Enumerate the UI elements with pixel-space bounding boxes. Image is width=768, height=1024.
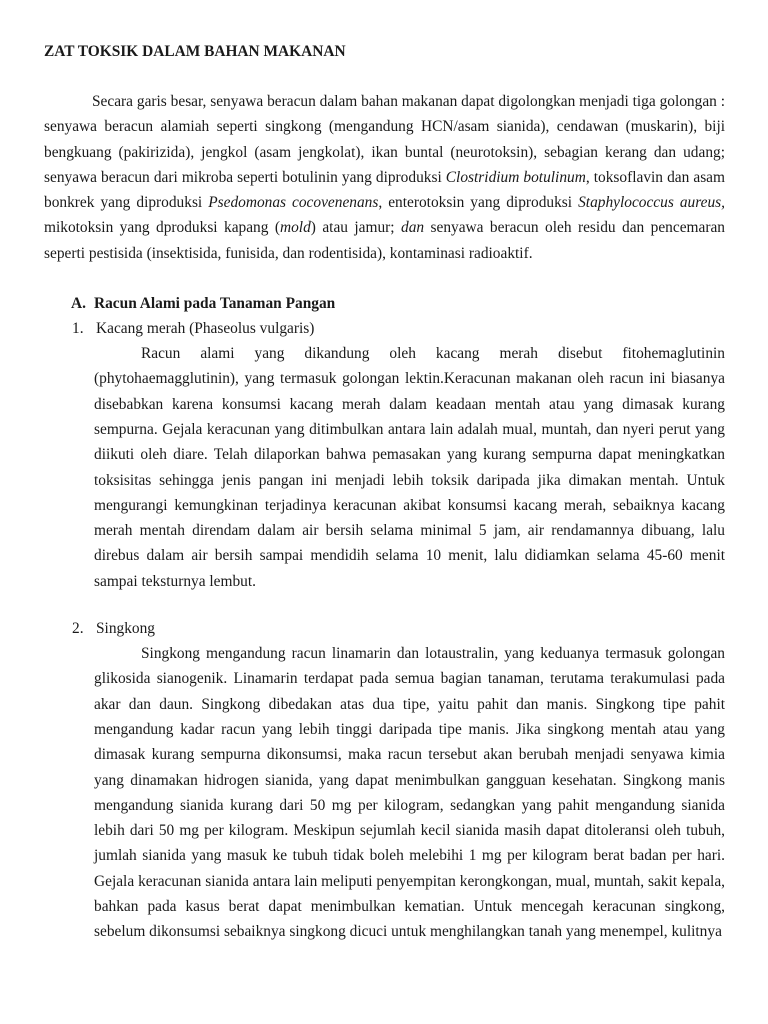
item-title: Singkong	[96, 620, 156, 638]
intro-text: ) atau jamur;	[310, 219, 401, 237]
item-number: 2.	[72, 620, 84, 638]
intro-text: , enterotoksin yang diproduksi	[378, 194, 579, 212]
item-number: 1.	[72, 320, 84, 338]
item-heading	[44, 316, 725, 341]
intro-text: , toksoflavin dan asam bonkrek yang diproduksi	[44, 168, 725, 212]
section-marker: A.	[71, 295, 86, 313]
intro-text: senyawa beracun oleh residu dan pencemaran seperti pestisida (insektisida, funisida, dan rodentisida), kontaminasi radioaktif.	[44, 219, 725, 262]
section-title: Racun Alami pada Tanaman Pangan	[94, 295, 336, 313]
item-body: Racun alami yang dikandung oleh kacang merah disebut fitohemaglutinin (phytohaemagglutinin), yang termasuk golongan lektin.Keracunan makanan oleh racun ini biasanya disebabkan karena konsumsi kacang merah dalam keadaan mentah atau yang dimasak kurang sempurna. Gejala keracunan yang ditimbulkan antara lain adalah mual, muntah, dan nyeri perut yang diikuti oleh diare. Telah dilaporkan bahwa pemasakan yang kurang sempurna dapat meningkatkan toksisitas sehingga jenis pangan ini menjadi lebih toksik daripada jika dimakan mentah. Untuk mengurangi kemungkinan terjadinya keracunan akibat konsumsi kacang merah, sebaiknya kacang merah mentah direndam dalam air bersih selama minimal 5 jam, air rendamannya dibuang, lalu direbus dalam air bersih sampai mendidih selama 10 menit, lalu didiamkan selama 45-60 menit sampai teksturnya lembut.	[94, 345, 725, 590]
intro-species: Staphylococcus aureus,	[578, 194, 726, 212]
intro-text: Secara garis besar, senyawa beracun dalam bahan makanan dapat digolongkan menjadi tiga golongan : senyawa beracun alamiah seperti singkong (mengandung HCN/asam sianida), cendawan (muskarin), biji bengkuang (pakirizida), jengkol (asam jengkolat), ikan buntal (neurotoksin), sebagian kerang dan udang; senyawa beracun dari mikroba seperti botulinin yang diproduksi	[44, 93, 725, 186]
item-title: Kacang merah (Phaseolus vulgaris)	[96, 320, 315, 338]
intro-species: Clostridium botulinum	[445, 168, 586, 186]
intro-species: Psedomonas cocovenenans	[208, 194, 379, 212]
document-title: ZAT TOKSIK DALAM BAHAN MAKANAN	[44, 43, 346, 60]
item-heading	[44, 616, 725, 641]
intro-paragraph	[44, 89, 725, 266]
intro-term: mold	[280, 219, 311, 237]
item-body: Singkong mengandung racun linamarin dan lotaustralin, yang keduanya termasuk golongan glikosida sianogenik. Linamarin terdapat pada semua bagian tanaman, terutama terakumulasi pada akar dan daun. Singkong dibedakan atas dua tipe, yaitu pahit dan manis. Singkong tipe pahit mengandung kadar racun yang lebih tinggi daripada tipe manis. Jika singkong mentah atau yang dimasak kurang sempurna dikonsumsi, maka racun tersebut akan berubah menjadi senyawa kimia yang dinamakan hidrogen sianida, yang dapat menimbulkan gangguan kesehatan. Singkong manis mengandung sianida kurang dari 50 mg per kilogram, sedangkan yang pahit mengandung sianida lebih dari 50 mg per kilogram. Meskipun sejumlah kecil sianida masih dapat ditoleransi oleh tubuh, jumlah sianida yang masuk ke tubuh tidak boleh melebihi 1 mg per kilogram berat badan per hari. Gejala keracunan sianida antara lain meliputi penyempitan kerongkongan, mual, muntah, sakit kepala, bahkan pada kasus berat dapat menimbulkan kematian. Untuk mencegah keracunan singkong, sebelum dikonsumsi sebaiknya singkong dicuci untuk menghilangkan tanah yang menempel, kulitnya	[94, 645, 725, 941]
intro-text: mikotoksin yang dproduksi kapang (	[44, 219, 280, 237]
intro-term: dan	[401, 219, 425, 237]
spacer	[44, 594, 725, 616]
section-a-heading	[44, 292, 725, 316]
